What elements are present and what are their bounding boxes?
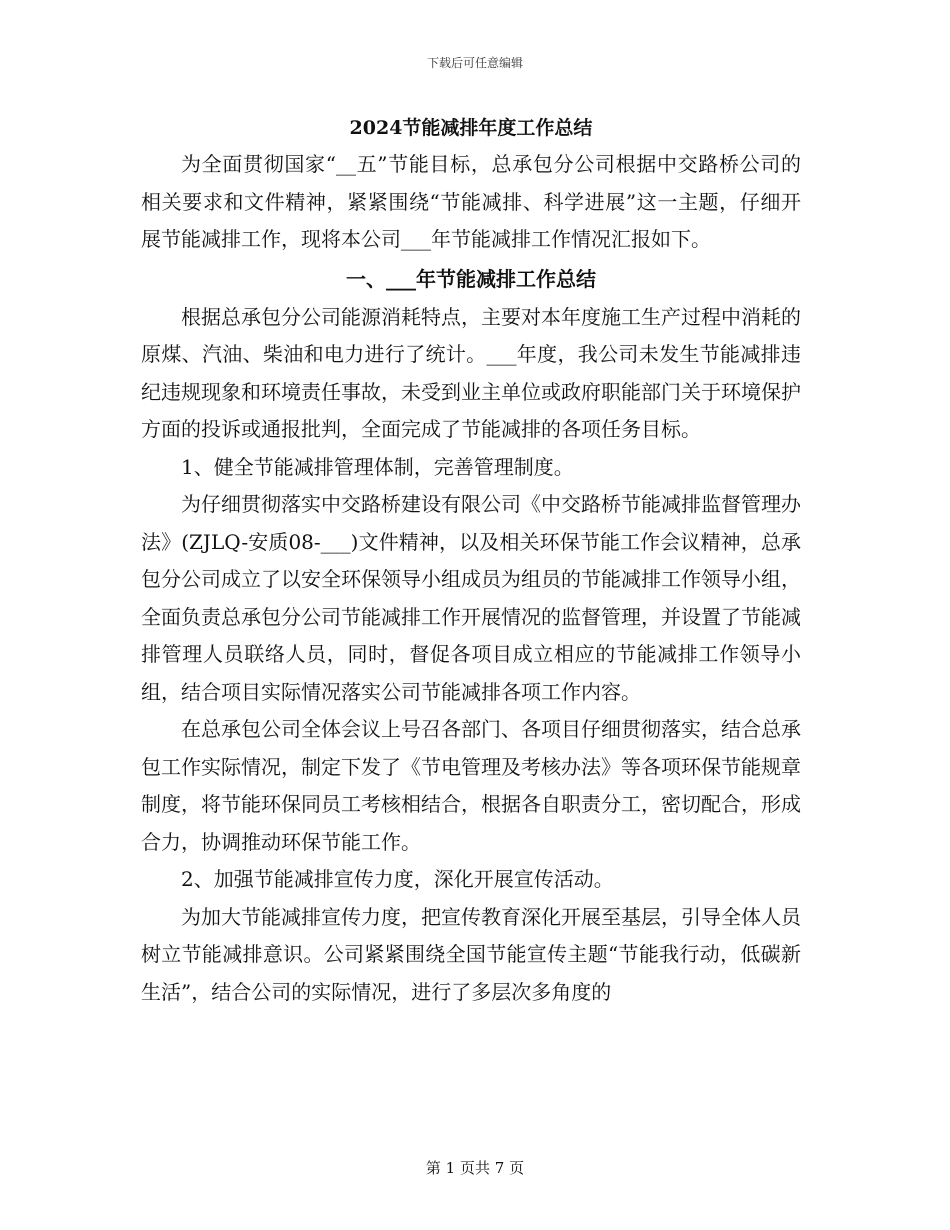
section-heading: 一、___年节能减排工作总结 [346, 266, 596, 291]
intro-paragraph: 为全面贯彻国家“__五”节能目标，总承包分公司根据中交路桥公司的相关要求和文件精神，紧紧围绕“节能减排、科学进展”这一主题，仔细开展节能减排工作，现将本公司___年节能减排工作情况汇报如下。 [141, 152, 801, 251]
document-body [141, 110, 801, 1011]
item-heading: 2、加强节能减排宣传力度，深化开展宣传活动。 [181, 867, 614, 891]
header-note: 下载后可任意编辑 [426, 56, 523, 70]
item-paragraph: 为仔细贯彻落实中交路桥建设有限公司《中交路桥节能减排监督管理办法》(ZJLQ-安质08-___)文件精神，以及相关环保节能工作会议精神，总承包分公司成立了以安全环保领导小组成员为组员的节能减排工作领导小组，全面负责总承包分公司节能减排工作开展情况的监督管理，并设置了节能减排管理人员联络人员，同时，督促各项目成立相应的节能减排工作领导小组，结合项目实际情况落实公司节能减排各项工作内容。 [141, 492, 801, 704]
item-paragraph: 在总承包公司全体会议上号召各部门、各项目仔细贯彻落实，结合总承包工作实际情况，制定下发了《节电管理及考核办法》等各项环保节能规章制度，将节能环保同员工考核相结合，根据各自职责分工，密切配合，形成合力，协调推动环保节能工作。 [141, 717, 801, 854]
item-heading: 1、健全节能减排管理体制，完善管理制度。 [181, 454, 574, 479]
document-title: 2024节能减排年度工作总结 [349, 117, 593, 139]
page-number: 第 1 页共 7 页 [425, 1159, 525, 1177]
item-paragraph: 为加大节能减排宣传力度，把宣传教育深化开展至基层，引导全体人员树立节能减排意识。公司紧紧围绕全国节能宣传主题“节能我行动，低碳新生活”，结合公司的实际情况，进行了多层次多角度的 [141, 904, 801, 1004]
section-paragraph: 根据总承包分公司能源消耗特点，主要对本年度施工生产过程中消耗的原煤、汽油、柴油和电力进行了统计。___年度，我公司未发生节能减排违纪违规现象和环境责任事故，未受到业主单位或政府职能部门关于环境保护方面的投诉或通报批判，全面完成了节能减排的各项任务目标。 [141, 304, 801, 441]
